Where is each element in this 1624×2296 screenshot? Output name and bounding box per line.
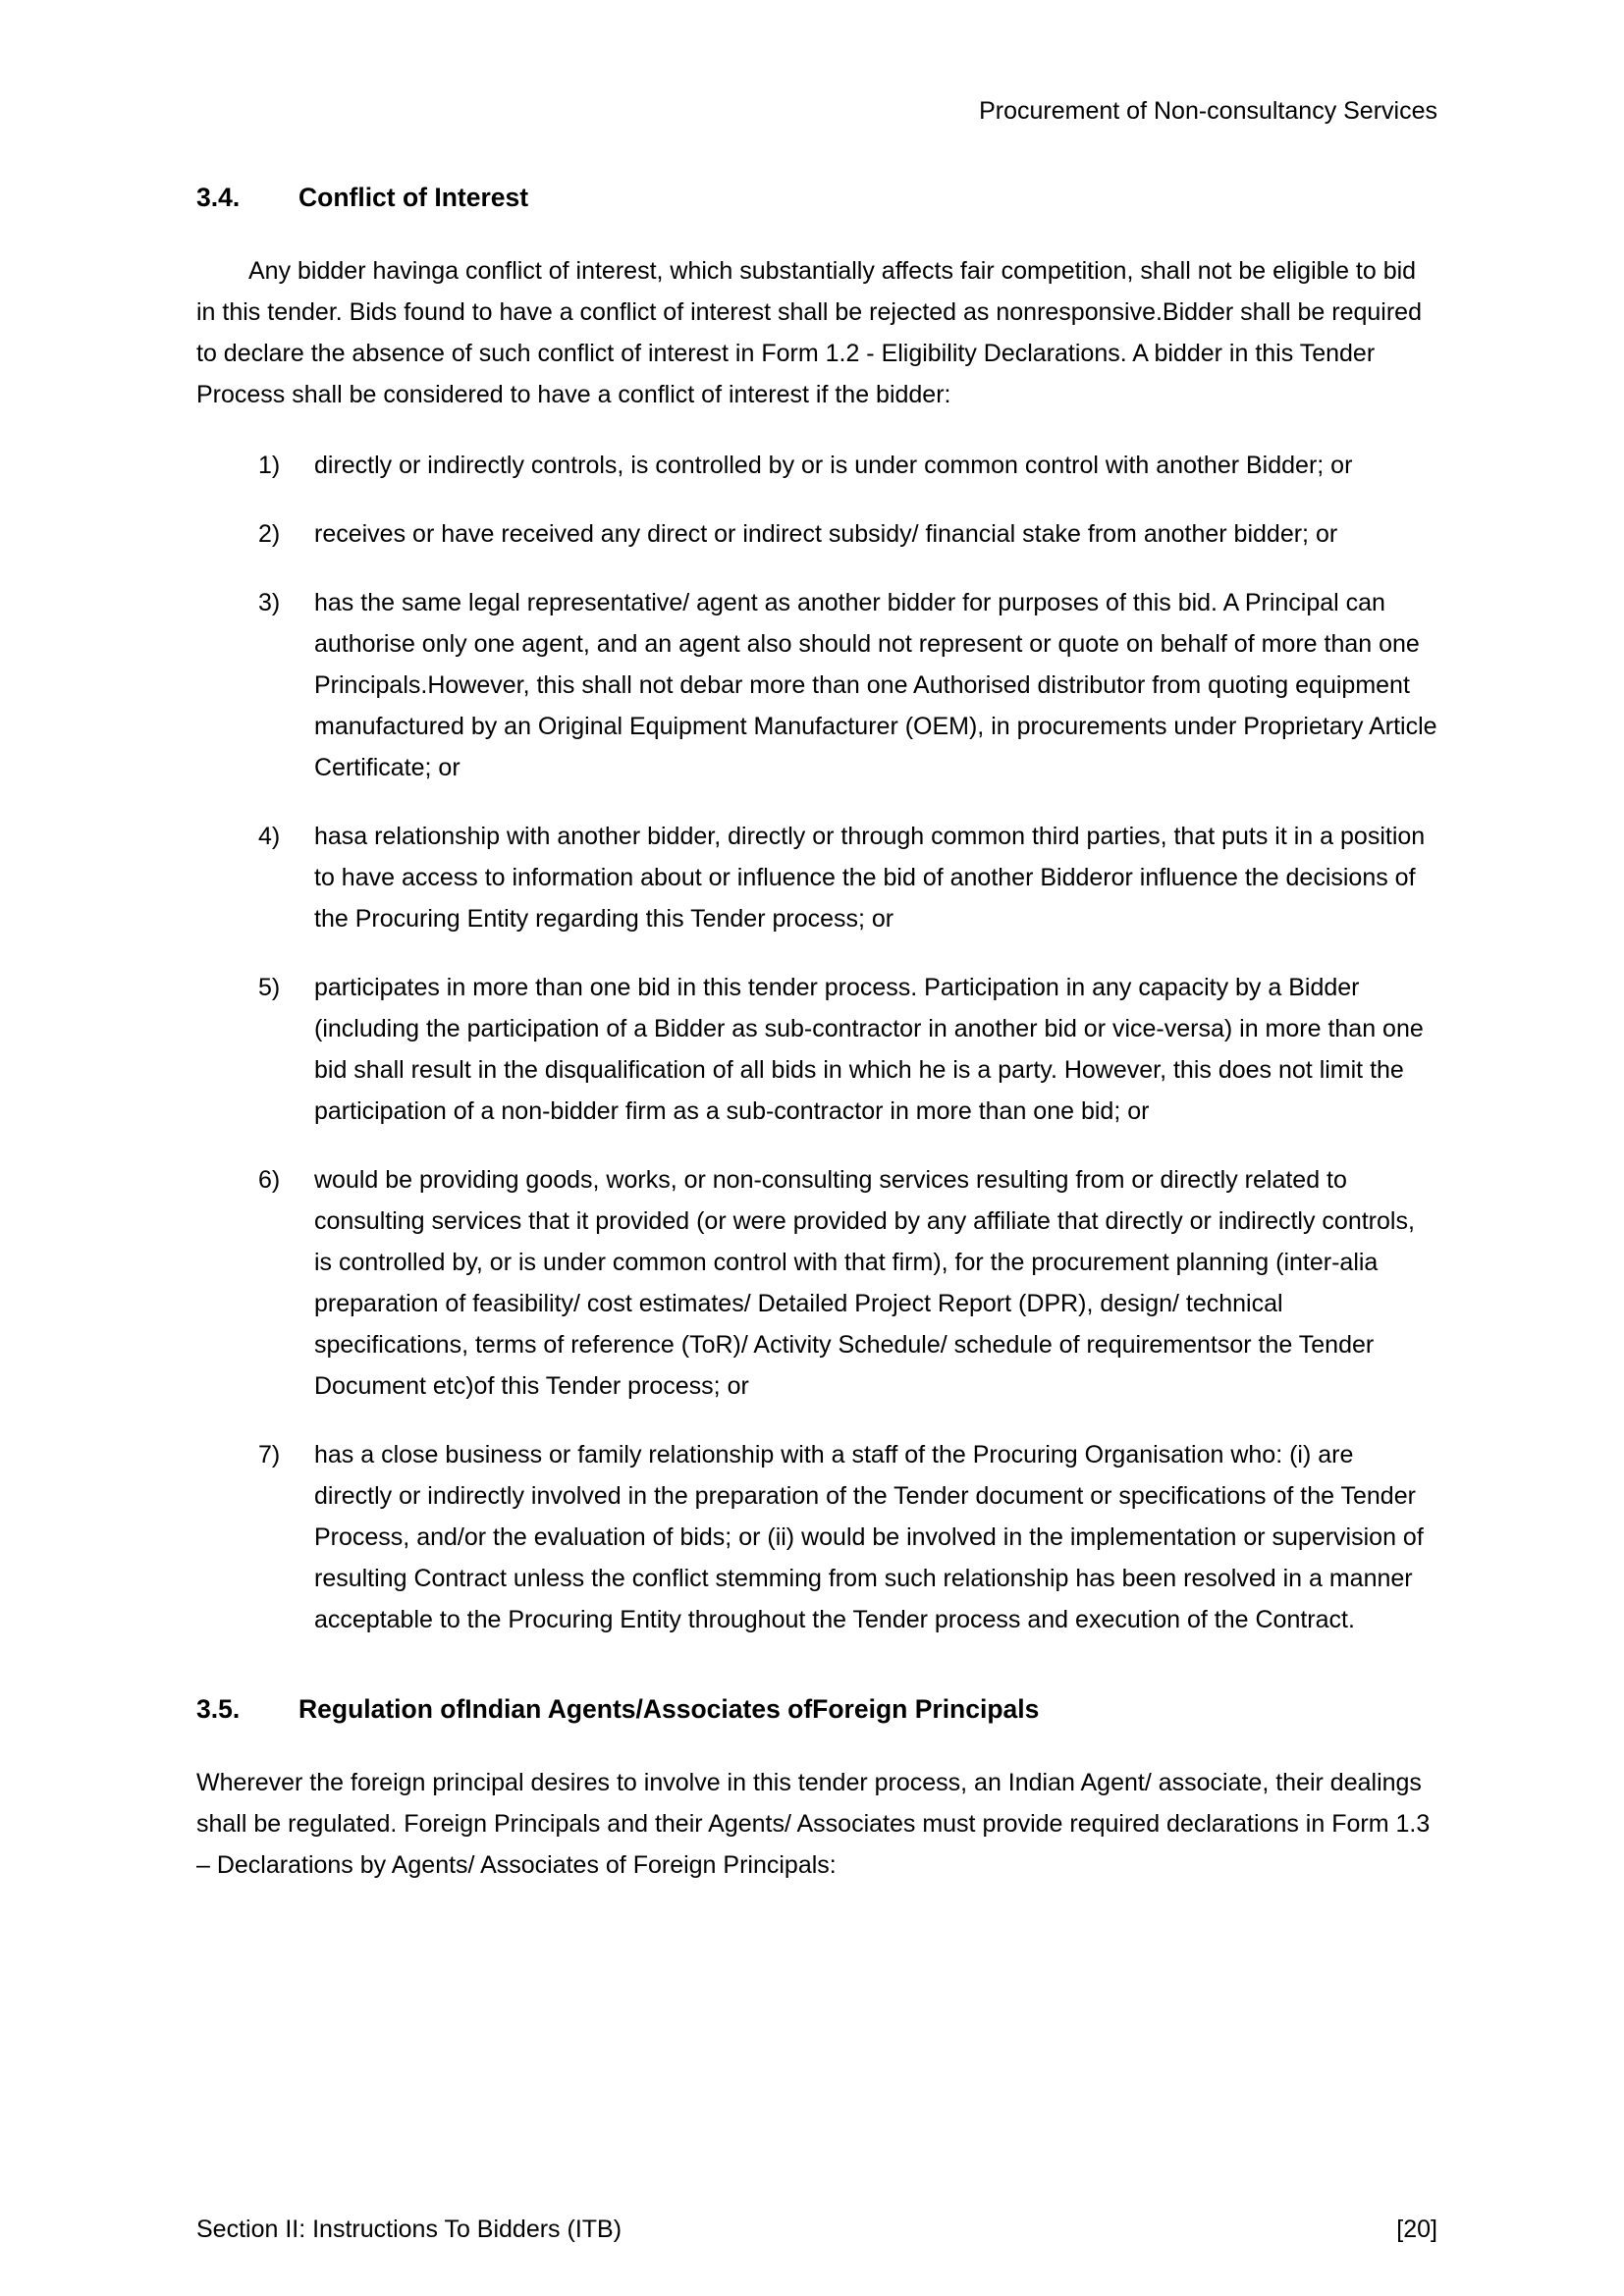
conflict-item-2-number: 2) bbox=[258, 520, 281, 548]
section-3-4-intro: Any bidder havinga conflict of interest, which substantially affects fair competition, shall not be eligible to bid in this tender. Bids found to have a conflict of interest shall be rejected as nonresponsive.Bidder shall be required to declare the absence of such conflict of interest in Form 1.2 - Eligibility Declarations. A bidder in this Tender Process shall be considered to have a conflict of interest if the bidder: bbox=[196, 257, 1422, 408]
conflict-item-2-text: receives or have received any direct or indirect subsidy/ financial stake from another bidder; or bbox=[314, 520, 1338, 548]
conflict-item-6-text: would be providing goods, works, or non-consulting services resulting from or directly related to consulting services that it provided (or were provided by any affiliate that directly or indirectly controls, is controlled by, or is under common control with that firm), for the procurement planning (inter-alia preparation of feasibility/ cost estimates/ Detailed Project Report (DPR), design/ technical specifications, terms of reference (ToR)/ Activity Schedule/ schedule of requirementsor the Tender Document etc)of this Tender process; or bbox=[314, 1166, 1415, 1400]
conflict-item-6-number: 6) bbox=[258, 1166, 281, 1194]
conflict-item-5-text: participates in more than one bid in this tender process. Participation in any capacity by a Bidder (including the participation of a Bidder as sub-contractor in another bid or vice-versa) in more than one bid shall result in the disqualification of all bids in which he is a party. However, this does not limit the participation of a non-bidder firm as a sub-contractor in more than one bid; or bbox=[314, 974, 1424, 1125]
conflict-item-1-number: 1) bbox=[258, 452, 281, 479]
section-3-5-intro: Wherever the foreign principal desires to involve in this tender process, an Indian Agent/ associate, their dealings shall be regulated. Foreign Principals and their Agents/ Associates must provide required declarations in Form 1.3 – Declarations by Agents/ Associates of Foreign Principals: bbox=[196, 1769, 1431, 1879]
conflict-item-5 bbox=[196, 967, 1437, 1132]
page-header bbox=[196, 93, 1437, 129]
conflict-item-4-text: hasa relationship with another bidder, directly or through common third parties, that puts it in a position to have access to information about or influence the bid of another Bidderor influence the decisions of the Procuring Entity regarding this Tender process; or bbox=[314, 823, 1426, 933]
section-3-4-heading bbox=[196, 180, 1437, 215]
conflict-item-3 bbox=[196, 582, 1437, 788]
conflict-item-4-number: 4) bbox=[258, 823, 281, 850]
conflict-item-2 bbox=[196, 513, 1437, 555]
conflict-item-7-number: 7) bbox=[258, 1441, 281, 1468]
header-title: Procurement of Non-consultancy Services bbox=[979, 97, 1437, 125]
section-3-5-heading bbox=[196, 1691, 1437, 1727]
page-footer bbox=[196, 2214, 1437, 2245]
section-3-5-title: Regulation ofIndian Agents/Associates ofForeign Principals bbox=[298, 1694, 1040, 1724]
footer-page-number: [20] bbox=[1396, 2216, 1437, 2243]
conflict-item-6 bbox=[196, 1159, 1437, 1407]
conflict-item-4 bbox=[196, 816, 1437, 939]
conflict-item-7 bbox=[196, 1434, 1437, 1640]
section-3-4-title: Conflict of Interest bbox=[298, 183, 529, 212]
section-3-4-number: 3.4. bbox=[196, 183, 241, 212]
conflict-item-3-text: has the same legal representative/ agent as another bidder for purposes of this bid. A Principal can authorise only one agent, and an agent also should not represent or quote on behalf of more than one Principals.However, this shall not debar more than one Authorised distributor from quoting equipment manufactured by an Original Equipment Manufacturer (OEM), in procurements under Proprietary Article Certificate; or bbox=[314, 589, 1437, 781]
conflict-item-7-text: has a close business or family relationship with a staff of the Procuring Organisation who: (i) are directly or indirectly involved in the preparation of the Tender document or specifications of the Tender Process, and/or the evaluation of bids; or (ii) would be involved in the implementation or supervision of resulting Contract unless the conflict stemming from such relationship has been resolved in a manner acceptable to the Procuring Entity throughout the Tender process and execution of the Contract. bbox=[314, 1441, 1424, 1633]
conflict-item-1 bbox=[196, 445, 1437, 486]
conflict-item-5-number: 5) bbox=[258, 974, 281, 1001]
conflict-item-1-text: directly or indirectly controls, is controlled by or is under common control with another Bidder; or bbox=[314, 452, 1353, 479]
footer-section-label: Section II: Instructions To Bidders (ITB) bbox=[196, 2216, 623, 2243]
section-3-5-number: 3.5. bbox=[196, 1694, 241, 1724]
conflict-item-3-number: 3) bbox=[258, 589, 281, 616]
